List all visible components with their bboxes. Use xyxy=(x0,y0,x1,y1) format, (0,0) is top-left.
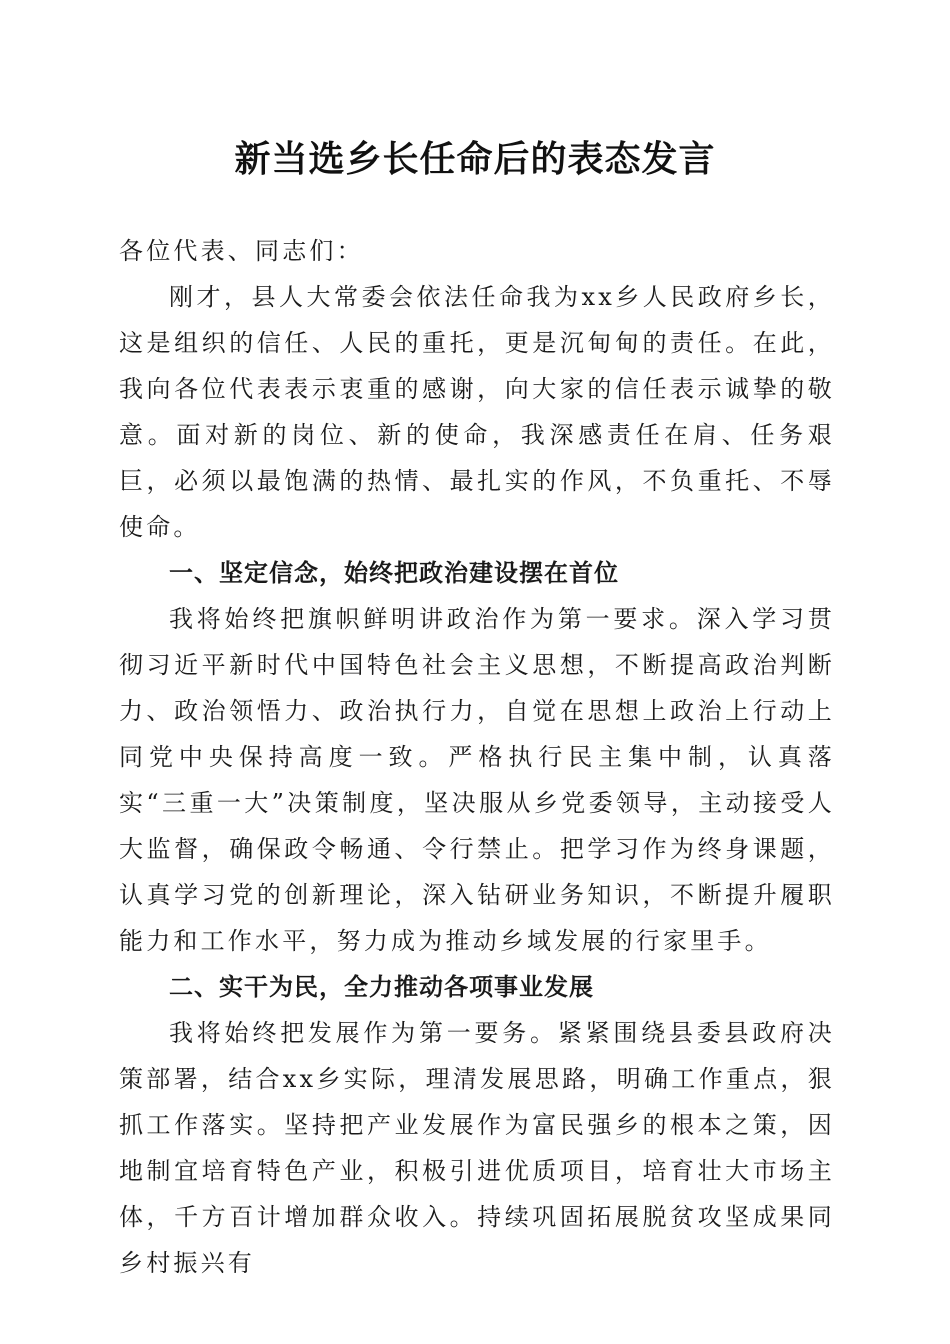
section-heading-1: 一、坚定信念，始终把政治建设摆在首位 xyxy=(169,559,619,587)
intro-paragraph: 刚才，县人大常委会依法任命我为xx乡人民政府乡长，这是组织的信任、人民的重托，更是沉甸甸的责任。在此，我向各位代表表示衷重的感谢，向大家的信任表示诚挚的敬意。面对新的岗位、新的使命，我深感责任在肩、任务艰巨，必须以最饱满的热情、最扎实的作风，不负重托、不辱使命。 xyxy=(119,283,835,541)
section-paragraph-2: 我将始终把发展作为第一要务。紧紧围绕县委县政府决策部署，结合xx乡实际，理清发展思路，明确工作重点，狠抓工作落实。坚持把产业发展作为富民强乡的根本之策，因地制宜培育特色产业，积极引进优质项目，培育壮大市场主体，千方百计增加群众收入。持续巩固拓展脱贫攻坚成果同乡村振兴有 xyxy=(119,1019,835,1277)
document-title: 新当选乡长任命后的表态发言 xyxy=(234,138,716,180)
document-body xyxy=(119,228,835,1286)
section-paragraph-1: 我将始终把旗帜鲜明讲政治作为第一要求。深入学习贯彻习近平新时代中国特色社会主义思想，不断提高政治判断力、政治领悟力、政治执行力，自觉在思想上政治上行动上同党中央保持高度一致。严格执行民主集中制，认真落实“三重一大”决策制度，坚决服从乡党委领导，主动接受人大监督，确保政令畅通、令行禁止。把学习作为终身课题，认真学习党的创新理论，深入钻研业务知识，不断提升履职能力和工作水平，努力成为推动乡域发展的行家里手。 xyxy=(119,605,835,955)
section-heading-2: 二、实干为民，全力推动各项事业发展 xyxy=(169,973,594,1001)
salutation: 各位代表、同志们： xyxy=(119,237,364,265)
